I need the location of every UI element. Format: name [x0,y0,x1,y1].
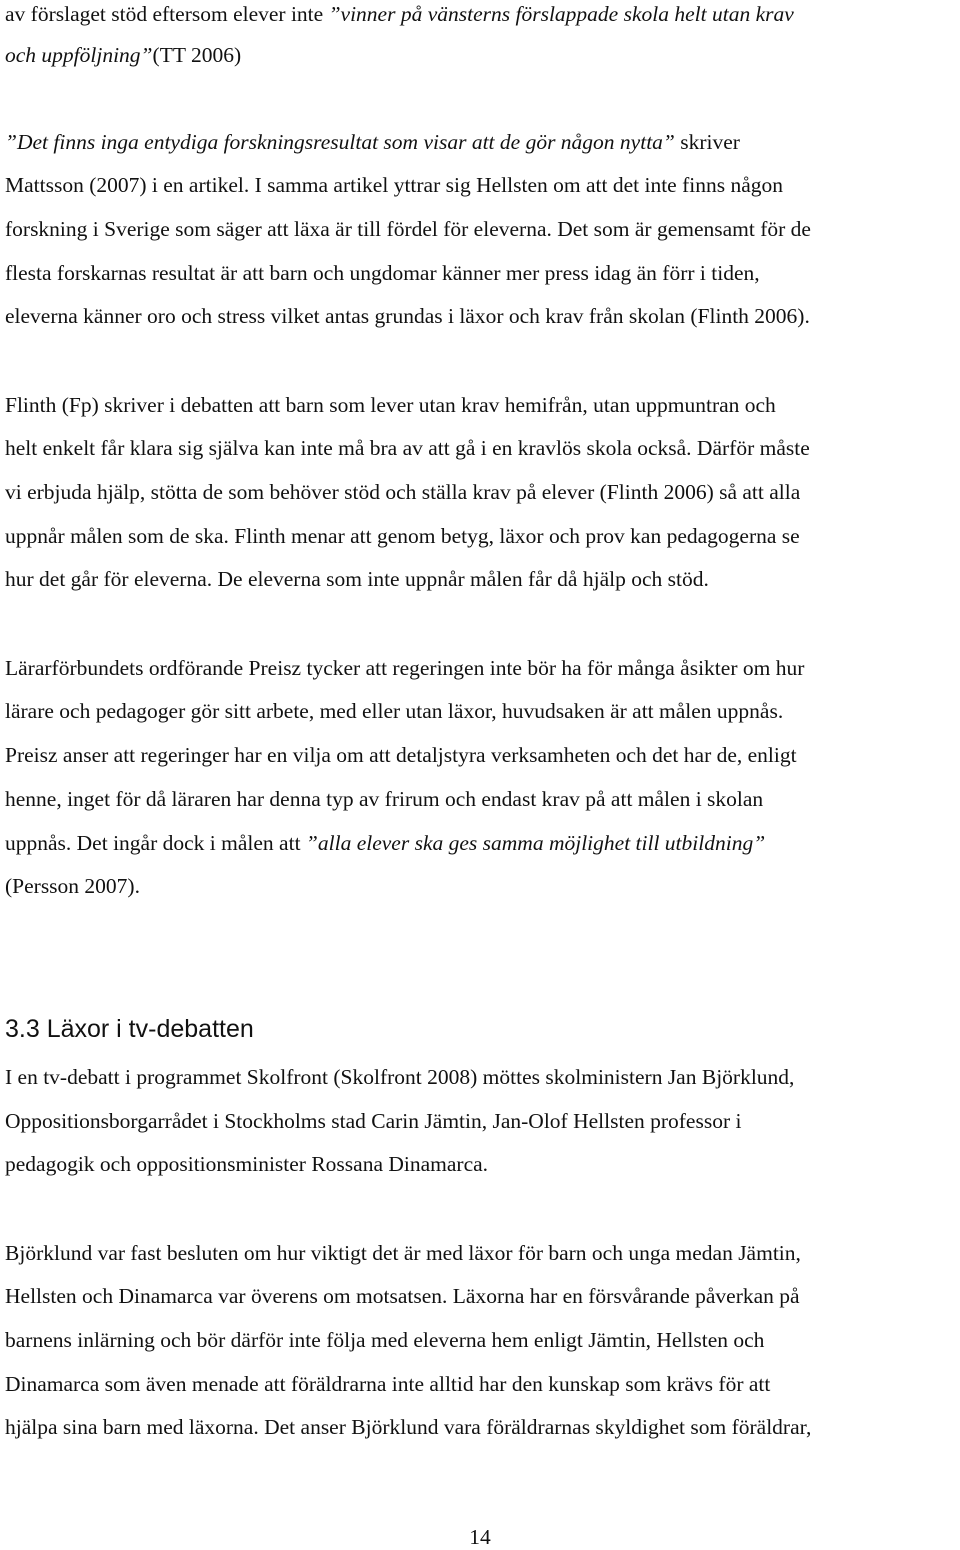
text-line: Lärarförbundets ordförande Preisz tycker att regeringen inte bör ha för många åsikter om hur [5,656,805,680]
text-line: hjälpa sina barn med läxorna. Det anser Björklund vara föräldrarnas skyldighet som föräldrar, [5,1415,812,1439]
text-line: pedagogik och oppositionsminister Rossana Dinamarca. [5,1152,489,1176]
quote-segment: ”vinner på vänsterns förslappade skola helt utan krav [328,2,794,26]
text-line: hur det går för eleverna. De eleverna som inte uppnår målen får då hjälp och stöd. [5,567,709,591]
quote-segment: och uppföljning” [5,43,153,67]
text-line: forskning i Sverige som säger att läxa är till fördel för eleverna. Det som är gemensamt för de [5,217,811,241]
text-line: Mattsson (2007) i en artikel. I samma artikel yttrar sig Hellsten om att det inte finns någon [5,173,783,197]
text-line: Hellsten och Dinamarca var överens om motsatsen. Läxorna har en försvårande påverkan på [5,1284,800,1308]
text-line: barnens inlärning och bör därför inte följa med eleverna hem enligt Jämtin, Hellsten och [5,1328,765,1352]
page-number: 14 [469,1525,491,1549]
text-line: lärare och pedagoger gör sitt arbete, med eller utan läxor, huvudsaken är att målen uppnås. [5,699,784,723]
text-line: Björklund var fast besluten om hur viktigt det är med läxor för barn och unga medan Jämtin, [5,1241,801,1265]
text-line [5,0,794,28]
text-line: eleverna känner oro och stress vilket antas grundas i läxor och krav från skolan (Flinth 2006). [5,304,810,328]
text-line: uppnår målen som de ska. Flinth menar att genom betyg, läxor och prov kan pedagogerna se [5,524,800,548]
text-segment: skriver [674,130,740,154]
text-line [5,128,740,156]
text-segment: (TT 2006) [152,43,242,67]
text-line [5,41,241,69]
text-segment: av förslaget stöd eftersom elever inte [5,2,329,26]
text-line: Dinamarca som även menade att föräldrarna inte alltid har den kunskap som krävs för att [5,1372,771,1396]
quote-segment: ”alla elever ska ges samma möjlighet till utbildning” [305,831,766,855]
text-line [5,829,765,857]
text-line: I en tv-debatt i programmet Skolfront (Skolfront 2008) möttes skolministern Jan Björklund, [5,1065,795,1089]
text-line: Preisz anser att regeringer har en vilja om att detaljstyra verksamheten och det har de, enligt [5,743,797,767]
section-heading: 3.3 Läxor i tv-debatten [5,1015,254,1043]
text-line: helt enkelt får klara sig själva kan inte må bra av att gå i en kravlös skola också. Därför måste [5,436,810,460]
text-line: henne, inget för då läraren har denna typ av frirum och endast krav på att målen i skolan [5,787,764,811]
text-segment: uppnås. Det ingår dock i målen att [5,831,306,855]
text-line: Flinth (Fp) skriver i debatten att barn som lever utan krav hemifrån, utan uppmuntran och [5,393,776,417]
text-line: flesta forskarnas resultat är att barn och ungdomar känner mer press idag än förr i tiden, [5,261,760,285]
quote-segment: ”Det finns inga entydiga forskningsresultat som visar att de gör någon nytta” [5,130,675,154]
text-line: (Persson 2007). [5,874,140,898]
text-line: vi erbjuda hjälp, stötta de som behöver stöd och ställa krav på elever (Flinth 2006) så att alla [5,480,801,504]
text-line: Oppositionsborgarrådet i Stockholms stad Carin Jämtin, Jan-Olof Hellsten professor i [5,1109,742,1133]
